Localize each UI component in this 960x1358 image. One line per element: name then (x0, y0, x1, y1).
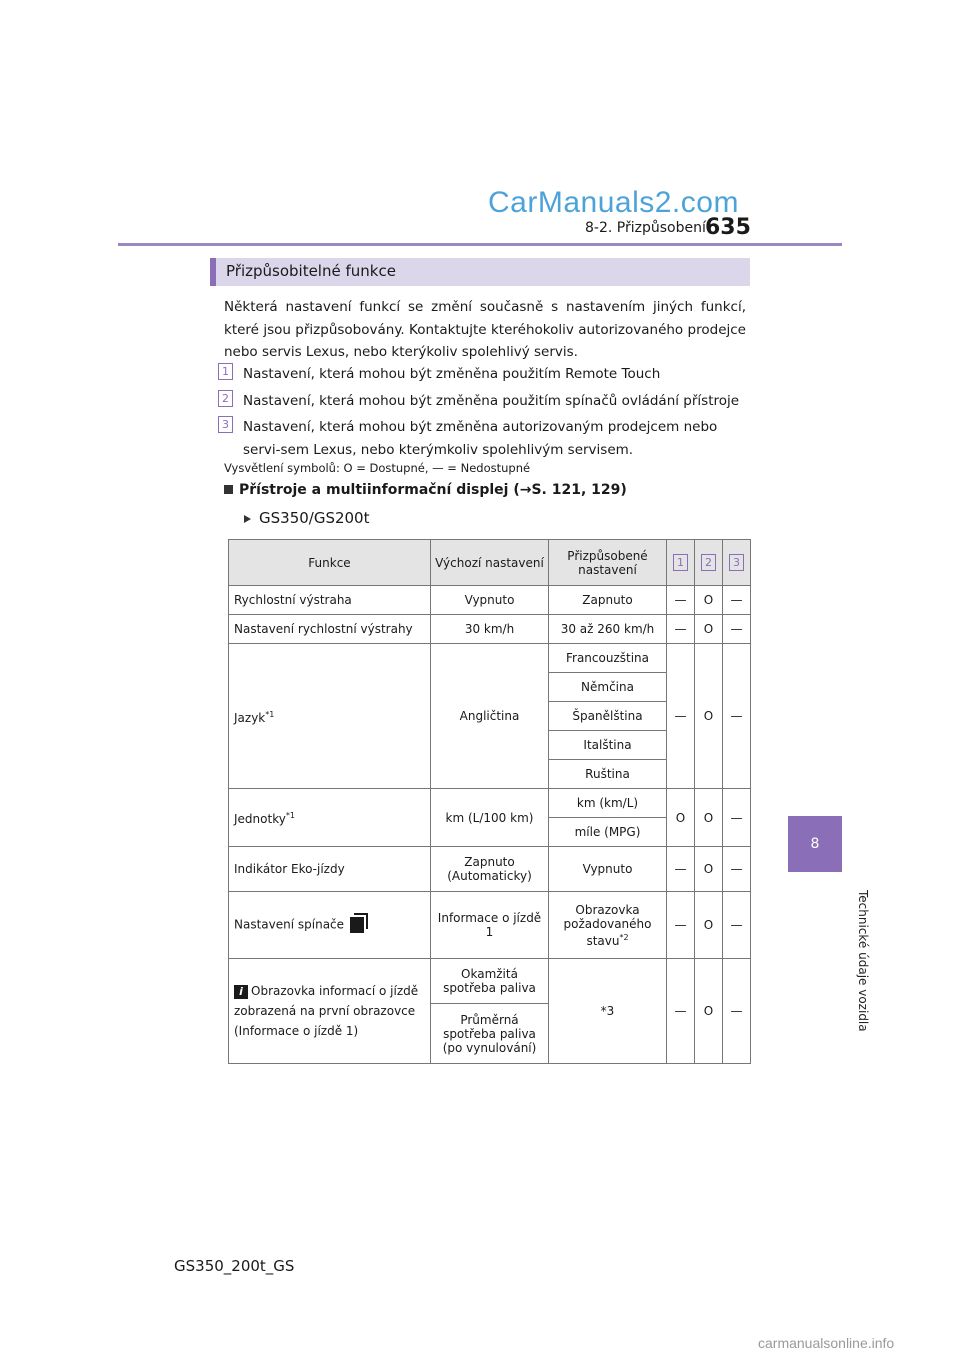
header-function: Funkce (229, 540, 431, 586)
header-col-3 (723, 540, 751, 586)
numbered-item (218, 363, 748, 386)
model-text: GS350/GS200t (259, 509, 370, 527)
cell-avail-2: O (695, 892, 723, 959)
cell-custom: *3 (549, 959, 667, 1064)
switch-icon (350, 917, 364, 933)
cell-default: Informace o jízdě 1 (431, 892, 549, 959)
chapter-title: Technické údaje vozidla (856, 890, 870, 1032)
function-label: Obrazovka informací o jízdě zobrazená na první obrazovce (Informace o jízdě 1) (234, 984, 419, 1038)
cell-function: Rychlostní výstraha (229, 586, 431, 615)
header-col-2 (695, 540, 723, 586)
cell-function (229, 644, 431, 789)
cell-function: Indikátor Eko-jízdy (229, 847, 431, 892)
cell-avail-1: — (667, 586, 695, 615)
running-header-section: 8-2. Přizpůsobení (585, 220, 706, 236)
cell-default: km (L/100 km) (431, 789, 549, 847)
cell-avail-1: — (667, 615, 695, 644)
cell-avail-1: — (667, 892, 695, 959)
cell-default: 30 km/h (431, 615, 549, 644)
cell-avail-3: — (723, 959, 751, 1064)
function-label: Nastavení spínače (234, 917, 345, 932)
cell-avail-2: O (695, 959, 723, 1064)
cell-avail-1: O (667, 789, 695, 847)
symbol-legend: Vysvětlení symbolů: O = Dostupné, — = Nedostupné (224, 461, 531, 475)
table-row (229, 644, 751, 673)
cell-avail-2: O (695, 615, 723, 644)
cell-option: Francouzština (549, 644, 667, 673)
cell-default: Vypnuto (431, 586, 549, 615)
cell-option: míle (MPG) (549, 818, 667, 847)
model-label (244, 509, 370, 527)
cell-custom: Vypnuto (549, 847, 667, 892)
header-custom: Přizpůsobené nastavení (549, 540, 667, 586)
numbered-item-text: Nastavení, která mohou být změněna autorizovaným prodejcem nebo servi-sem Lexus, nebo kterýmkoliv spolehlivým servisem. (243, 419, 718, 458)
footer-code: GS350_200t_GS (174, 1257, 295, 1275)
cell-custom: 30 až 260 km/h (549, 615, 667, 644)
cell-function: Nastavení rychlostní výstrahy (229, 615, 431, 644)
page-number: 635 (705, 215, 751, 240)
number-badge: 2 (701, 554, 716, 571)
watermark-logo: CarManuals2.com (488, 186, 739, 219)
cell-avail-3: — (723, 615, 751, 644)
table-row (229, 959, 751, 1004)
cell-option: Okamžitá spotřeba paliva (431, 959, 549, 1004)
triangle-bullet-icon (244, 515, 251, 523)
cell-option: Italština (549, 731, 667, 760)
footnote-ref: *2 (619, 932, 629, 942)
cell-avail-2: O (695, 847, 723, 892)
chapter-number: 8 (810, 836, 820, 852)
section-title: Přizpůsobitelné funkce (210, 258, 750, 286)
subheading-text: Přístroje a multiinformační displej (→S. 121, 129) (239, 482, 627, 498)
intro-paragraph: Některá nastavení funkcí se změní současně s nastavením jiných funkcí, které jsou přizpůsobovány. Kontaktujte kteréhokoliv autorizovaného prodejce nebo servis Lexus, nebo kterýkoliv spolehlivý servis. (224, 299, 746, 360)
cell-option: km (km/L) (549, 789, 667, 818)
header-rule (118, 243, 842, 246)
numbered-item-text: Nastavení, která mohou být změněna použitím spínačů ovládání přístroje (243, 393, 740, 409)
number-badge: 2 (218, 390, 233, 407)
table-row (229, 586, 751, 615)
cell-avail-3: — (723, 789, 751, 847)
footnote-ref: *1 (285, 811, 295, 820)
bottom-watermark: carmanualsonline.info (758, 1335, 895, 1351)
number-badge: 1 (218, 363, 233, 380)
header-default: Výchozí nastavení (431, 540, 549, 586)
cell-avail-3: — (723, 892, 751, 959)
cell-function (229, 789, 431, 847)
number-badge: 3 (729, 554, 744, 571)
table-row (229, 789, 751, 818)
footnote-ref: *1 (265, 709, 275, 719)
cell-avail-2: O (695, 586, 723, 615)
cell-option: Ruština (549, 760, 667, 789)
header-col-1 (667, 540, 695, 586)
cell-avail-2: O (695, 644, 723, 789)
cell-avail-3: — (723, 847, 751, 892)
cell-option: Němčina (549, 673, 667, 702)
table-header-row (229, 540, 751, 586)
cell-custom (549, 892, 667, 959)
number-badge: 3 (218, 416, 233, 433)
cell-default: Zapnuto (Automaticky) (431, 847, 549, 892)
table-row (229, 892, 751, 959)
cell-option: Španělština (549, 702, 667, 731)
cell-avail-1: — (667, 644, 695, 789)
function-label: Jednotky (234, 812, 286, 826)
chapter-tab[interactable] (788, 816, 842, 872)
cell-avail-1: — (667, 959, 695, 1064)
function-label: Jazyk (234, 710, 266, 725)
cell-default: Angličtina (431, 644, 549, 789)
numbered-item (218, 416, 748, 462)
cell-function (229, 959, 431, 1064)
numbered-item (218, 390, 748, 413)
numbered-item-text: Nastavení, která mohou být změněna použitím Remote Touch (243, 366, 661, 382)
cell-avail-1: — (667, 847, 695, 892)
info-icon: i (234, 985, 248, 999)
cell-function (229, 892, 431, 959)
cell-avail-2: O (695, 789, 723, 847)
table-row (229, 847, 751, 892)
cell-avail-3: — (723, 586, 751, 615)
cell-option: Průměrná spotřeba paliva (po vynulování) (431, 1004, 549, 1064)
number-badge: 1 (673, 554, 688, 571)
subheading (224, 482, 627, 498)
settings-table (228, 539, 751, 1064)
square-bullet-icon (224, 485, 233, 494)
table-row (229, 615, 751, 644)
cell-avail-3: — (723, 644, 751, 789)
custom-label: Obrazovka požadovaného stavu (563, 902, 652, 948)
cell-custom: Zapnuto (549, 586, 667, 615)
